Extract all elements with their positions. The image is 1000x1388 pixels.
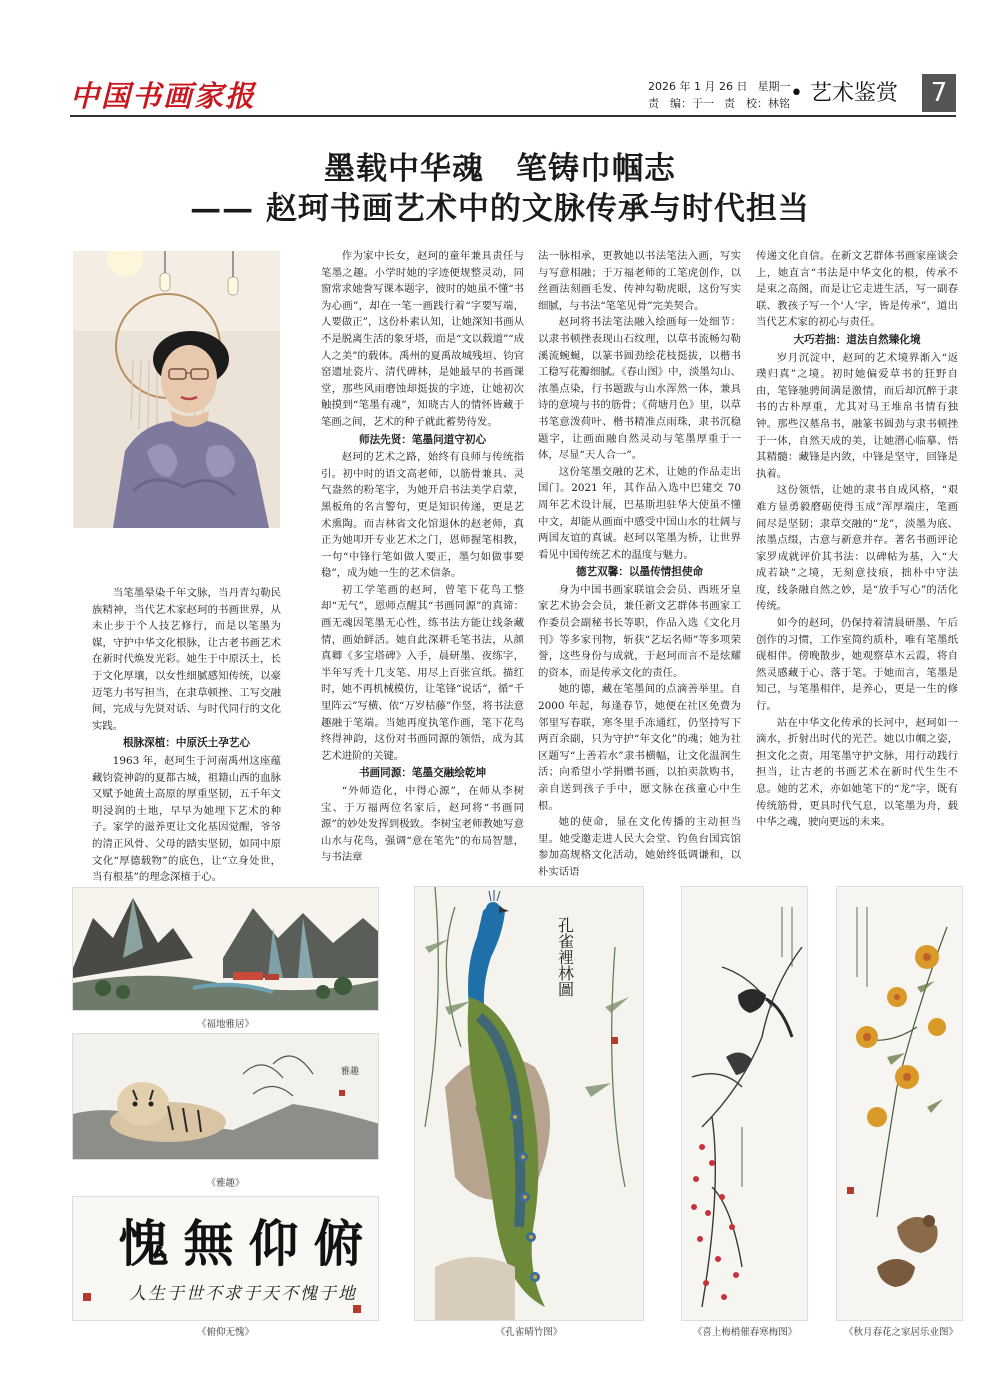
calligraphy-char: 仰 bbox=[248, 1214, 299, 1273]
article-paragraph: 这份笔墨交融的艺术，让她的作品走出国门。2021 年，其作品入选中巴建交 70 周年艺术设计展，巴基斯坦驻华大使虽不懂中文，却能从画面中感受中国山水的壮阔与两国友谊的真诚。赵珂以笔墨为桥，让世界看见中国传统艺术的温度与魅力。 bbox=[538, 465, 741, 561]
article-paragraph: 她的德，藏在笔墨间的点滴善举里。自2000 年起，每逢春节，她便在社区免费为邻里写春联，寒冬里手冻通红，仍坚持写下两百余副，只为守护“年文化”的魂；她为社区题写“上善若水”隶书横幅，让文化温润生活；向希望小学捐赠书画，以拍卖款购书，亲自送到孩子手中，愿文脉在孩童心中生根。 bbox=[538, 683, 741, 812]
artwork-peacock bbox=[414, 886, 644, 1321]
article-column-4 bbox=[756, 248, 958, 831]
caption-magpie-plum: 《喜上梅梢催春寒梅图》 bbox=[692, 1327, 798, 1338]
article-paragraph: 她的使命，显在文化传播的主动担当里。她受邀走进人民大会堂、钓鱼台国宾馆参加高规格文化活动，她始终低调谦和，以朴实话语 bbox=[538, 816, 741, 878]
article-paragraph: 站在中华文化传承的长河中，赵珂如一滴水，折射出时代的光芒。她以巾帼之姿，担文化之责，用笔墨守护文脉，用行动践行担当，让古老的书画艺术在新时代生生不息。她的艺术，亦如她笔下的“龙”字，既有传统筋骨，更具时代气息，以笔墨为舟，载中华之魂，驶向更远的未来。 bbox=[756, 716, 958, 829]
article-paragraph: 身为中国书画家联谊会会员、西班牙皇家艺术协会会员，兼任新文艺群体书画家工作委员会副秘书长等职，作品入选《文化月刊》等多家刊物，斩获“艺坛名师”等多项荣誉，这些身份与成就，于赵珂而言不是炫耀的资本，而是传承文化的责任。 bbox=[538, 583, 741, 679]
article-column-1 bbox=[92, 585, 281, 886]
section-heading: 书画同源：笔墨交融绘乾坤 bbox=[358, 767, 487, 780]
calligraphy-char: 俯 bbox=[313, 1214, 364, 1273]
chrysanthemum-painting bbox=[837, 887, 963, 1321]
article-paragraph: 当笔墨晕染千年文脉，当丹青勾勒民族精神，当代艺术家赵珂的书画世界，从未止步于个人技艺修行，而是以笔墨为媒，守护中华文化根脉，让古老书画艺术在新时代焕发光彩。她生于中原沃土，长于文化厚壤，以女性细腻感知传统，以豪迈笔力书写担当，在隶草顿挫、工写交融间，完成与先贤对话、与时代同行的文化实践。 bbox=[92, 587, 281, 732]
header-rule bbox=[70, 115, 956, 117]
artwork-calligraphy bbox=[72, 1196, 379, 1321]
article-paragraph-continued: 法一脉相承，更教她以书法笔法入画，写实与写意相融；于万福老师的工笔虎创作，以丝画法刻画毛发、传神勾勒虎眼，这份写实细腻，与书法“笔笔见骨”完美契合。 bbox=[538, 250, 741, 312]
artwork-chrysanthemum bbox=[836, 886, 963, 1321]
article-paragraph-continued: 传递文化自信。在新文艺群体书画家座谈会上，她直言“书法是中华文化的根，传承不是束之高阁，而是让它走进生活，写一副春联、教孩子写一个‘人’字，皆是传承”，道出当代艺术家的初心与责任。 bbox=[756, 250, 958, 329]
caption-calligraphy: 《俯仰无愧》 bbox=[196, 1327, 254, 1338]
artwork-landscape bbox=[72, 887, 379, 1011]
calligraphy-seal bbox=[353, 1305, 361, 1313]
article-paragraph: 1963 年，赵珂生于河南禹州这座蕴藏钧瓷神韵的夏都古城，祖籍山西的血脉又赋予她黄土高原的厚重坚韧，五千年文明浸润的土地，早早为她埋下艺术的种子。家学的滋养更让文化基因觉醒，爷爷的清正风骨、父母的踏实坚韧，如同中原文化“厚德载物”的底色，让“立身处世，当有根基”的理念深植于心。 bbox=[92, 754, 281, 884]
section-heading: 师法先贤：笔墨问道守初心 bbox=[358, 433, 487, 446]
landscape-painting bbox=[73, 888, 379, 1011]
article-paragraph: 赵珂的艺术之路，始终有良师与传统指引。初中时的语文高老师，以筋骨兼具、灵气盎然的粉笔字，为她开启书法美学启蒙，黑板角的名言警句，更是知识传递，更是艺术熏陶。而吉林省文化馆退休的赵老师，真正为她叩开专业艺术之门，恩师握笔相教，一句“中锋行笔如做人要正，墨匀如做事要稳”，成为她一生的艺术信条。 bbox=[321, 451, 524, 580]
proofreader-credit: 责 校：林铭 bbox=[724, 97, 790, 110]
author-portrait bbox=[73, 251, 280, 528]
masthead-logo: 中国书画家报 bbox=[70, 79, 257, 113]
artwork-magpie-plum bbox=[681, 886, 808, 1321]
caption-tiger: 《雅趣》 bbox=[206, 1178, 245, 1189]
issue-weekday: 星期一 bbox=[757, 80, 791, 93]
article-subtitle: —— 赵珂书画艺术中的文脉传承与时代担当 bbox=[190, 191, 810, 227]
article-column-3 bbox=[538, 248, 741, 881]
calligraphy-characters bbox=[111, 1205, 371, 1275]
calligraphy-seal bbox=[83, 1293, 91, 1301]
section-name: • 艺术鉴赏 bbox=[790, 81, 898, 106]
peacock-painting bbox=[415, 887, 644, 1321]
article-paragraph: 岁月沉淀中，赵珂的艺术境界渐入“返璞归真”之境。初时她偏爱草书的狂野自由，笔锋驰骋间满是激情，而后却沉醉于隶书的古朴厚重，尤其对马王堆帛书情有独钟。那些汉墓帛书，融篆书圆劲与隶书顿挫于一体，自然天成的美，让她潜心临摹、悟其精髓：藏锋是内敛，中锋是坚守，回锋是执着。 bbox=[756, 351, 958, 480]
artwork-tiger bbox=[72, 1033, 379, 1160]
calligraphy-inscription: 人生于世不求于天不愧于地 bbox=[129, 1284, 357, 1304]
article-paragraph: 初工学笔画的赵珂，曾笔下花鸟工整却“无气”，恩师点醒其“书画同源”的真谛：画无魂因笔墨无心性，练书法方能让线条藏情，画始鲜活。她自此深耕毛笔书法，从颜真卿《多宝塔碑》入手，晨研墨、夜练字，半年写秃十几支笔、用尽上百张宣纸。描红时，她不再机械模仿，让笔锋“说话”，循“千里阵云”写横、依“万岁枯藤”作竖，将书法意趣融于笔端。当她再度执笔作画，笔下花鸟终得神韵，这份对书画同源的领悟，成为其艺术进阶的关键。 bbox=[321, 583, 524, 762]
magpie-plum-painting bbox=[682, 887, 808, 1321]
article-paragraph: 这份领悟，让她的隶书自成风格，“艰难方显勇毅磨砺使得玉成”浑厚端庄，笔画间尽是坚韧；隶草交融的“龙”，淡墨为底、浓墨点缀，古意与新意并存。著名书画评论家罗成就评价其书法：以碑帖为基，入“大成若缺”之境，无刻意技痕，拙朴中守法度，线条融自然之妙，是“放手写心”的活化传统。 bbox=[756, 484, 958, 613]
page-number: 7 bbox=[922, 74, 956, 112]
section-heading: 大巧若拙：道法自然臻化境 bbox=[793, 333, 921, 346]
tiger-seal-text: 雅趣 bbox=[341, 1067, 360, 1077]
article-paragraph: 赵珂将书法笔法融入绘画每一处细节：以隶书顿挫表现山石纹理，以草书流畅勾勒溪流蜿蜒，以篆书圆劲绘花枝挺拔，以楷书工稳写花瓣细腻。《春山图》中，淡墨勾山、浓墨点染，行书题跋与山水浑然一体，兼具诗的意境与书的筋骨；《荷塘月色》里，以草书笔意泼荷叶、楷书精准点雨珠，隶书沉稳题字，让画面融自然灵动与笔墨厚重于一体，尽显“天人合一”。 bbox=[538, 316, 741, 462]
editor-credit: 责 编：于一 bbox=[648, 97, 714, 110]
issue-meta bbox=[648, 78, 800, 112]
tiger-painting bbox=[73, 1034, 379, 1160]
section-heading: 根脉深植：中原沃土孕艺心 bbox=[122, 737, 251, 750]
article-paragraph: 如今的赵珂，仍保持着清晨研墨、午后创作的习惯，工作室简约质朴，唯有笔墨纸砚相伴。傍晚散步，她观察草木云霞，将自然灵感藏于心、落于笔。于她而言，笔墨是知己，与笔墨相伴，是养心，更是一生的修行。 bbox=[756, 617, 958, 713]
issue-date: 2026 年 1 月 26 日 bbox=[648, 80, 748, 93]
article-paragraph: 作为家中长女，赵珂的童年兼具责任与笔墨之趣。小学时她的字迹便规整灵动，同窗常求她誊写课本题字，彼时的她虽不懂“书为心画”，却在一笔一画践行着“字要写端，人要做正”，这份朴素认知，让她深知书画从不是脱离生活的象牙塔，而是“文以载道”“成人之美”的载体。禹州的夏禹故城残垣、钧官窑遗址瓷片、清代碑林，是她最早的书画课堂，那些风雨磨蚀却挺拔的字迹，让她初次触摸到“笔墨有魂”，知晓古人的情怀皆藏于笔画之间，艺术的种子就此蓄势待发。 bbox=[321, 250, 524, 428]
article-paragraph: “外师造化，中得心源”，在师从李树宝、于万福两位名家后，赵珂将“书画同源”的妙处发挥到极致。李树宝老师教她写意山水与花鸟，强调“意在笔先”的布局智慧，与书法章 bbox=[321, 785, 524, 864]
caption-chrysanthemum: 《秋月春花之家居乐业图》 bbox=[843, 1327, 958, 1338]
article-column-2 bbox=[321, 248, 524, 866]
caption-landscape: 《福地雅居》 bbox=[196, 1019, 254, 1030]
portrait-illustration bbox=[73, 251, 280, 528]
calligraphy-char: 無 bbox=[183, 1214, 234, 1273]
caption-peacock: 《孔雀晴竹图》 bbox=[495, 1327, 563, 1338]
section-heading: 德艺双馨：以墨传情担使命 bbox=[575, 566, 704, 579]
article-title: 墨载中华魂 笔铸巾帼志 bbox=[324, 151, 676, 187]
calligraphy-char: 愧 bbox=[118, 1214, 169, 1273]
peacock-inscription-text: 孔雀裡林圖 bbox=[555, 917, 575, 997]
